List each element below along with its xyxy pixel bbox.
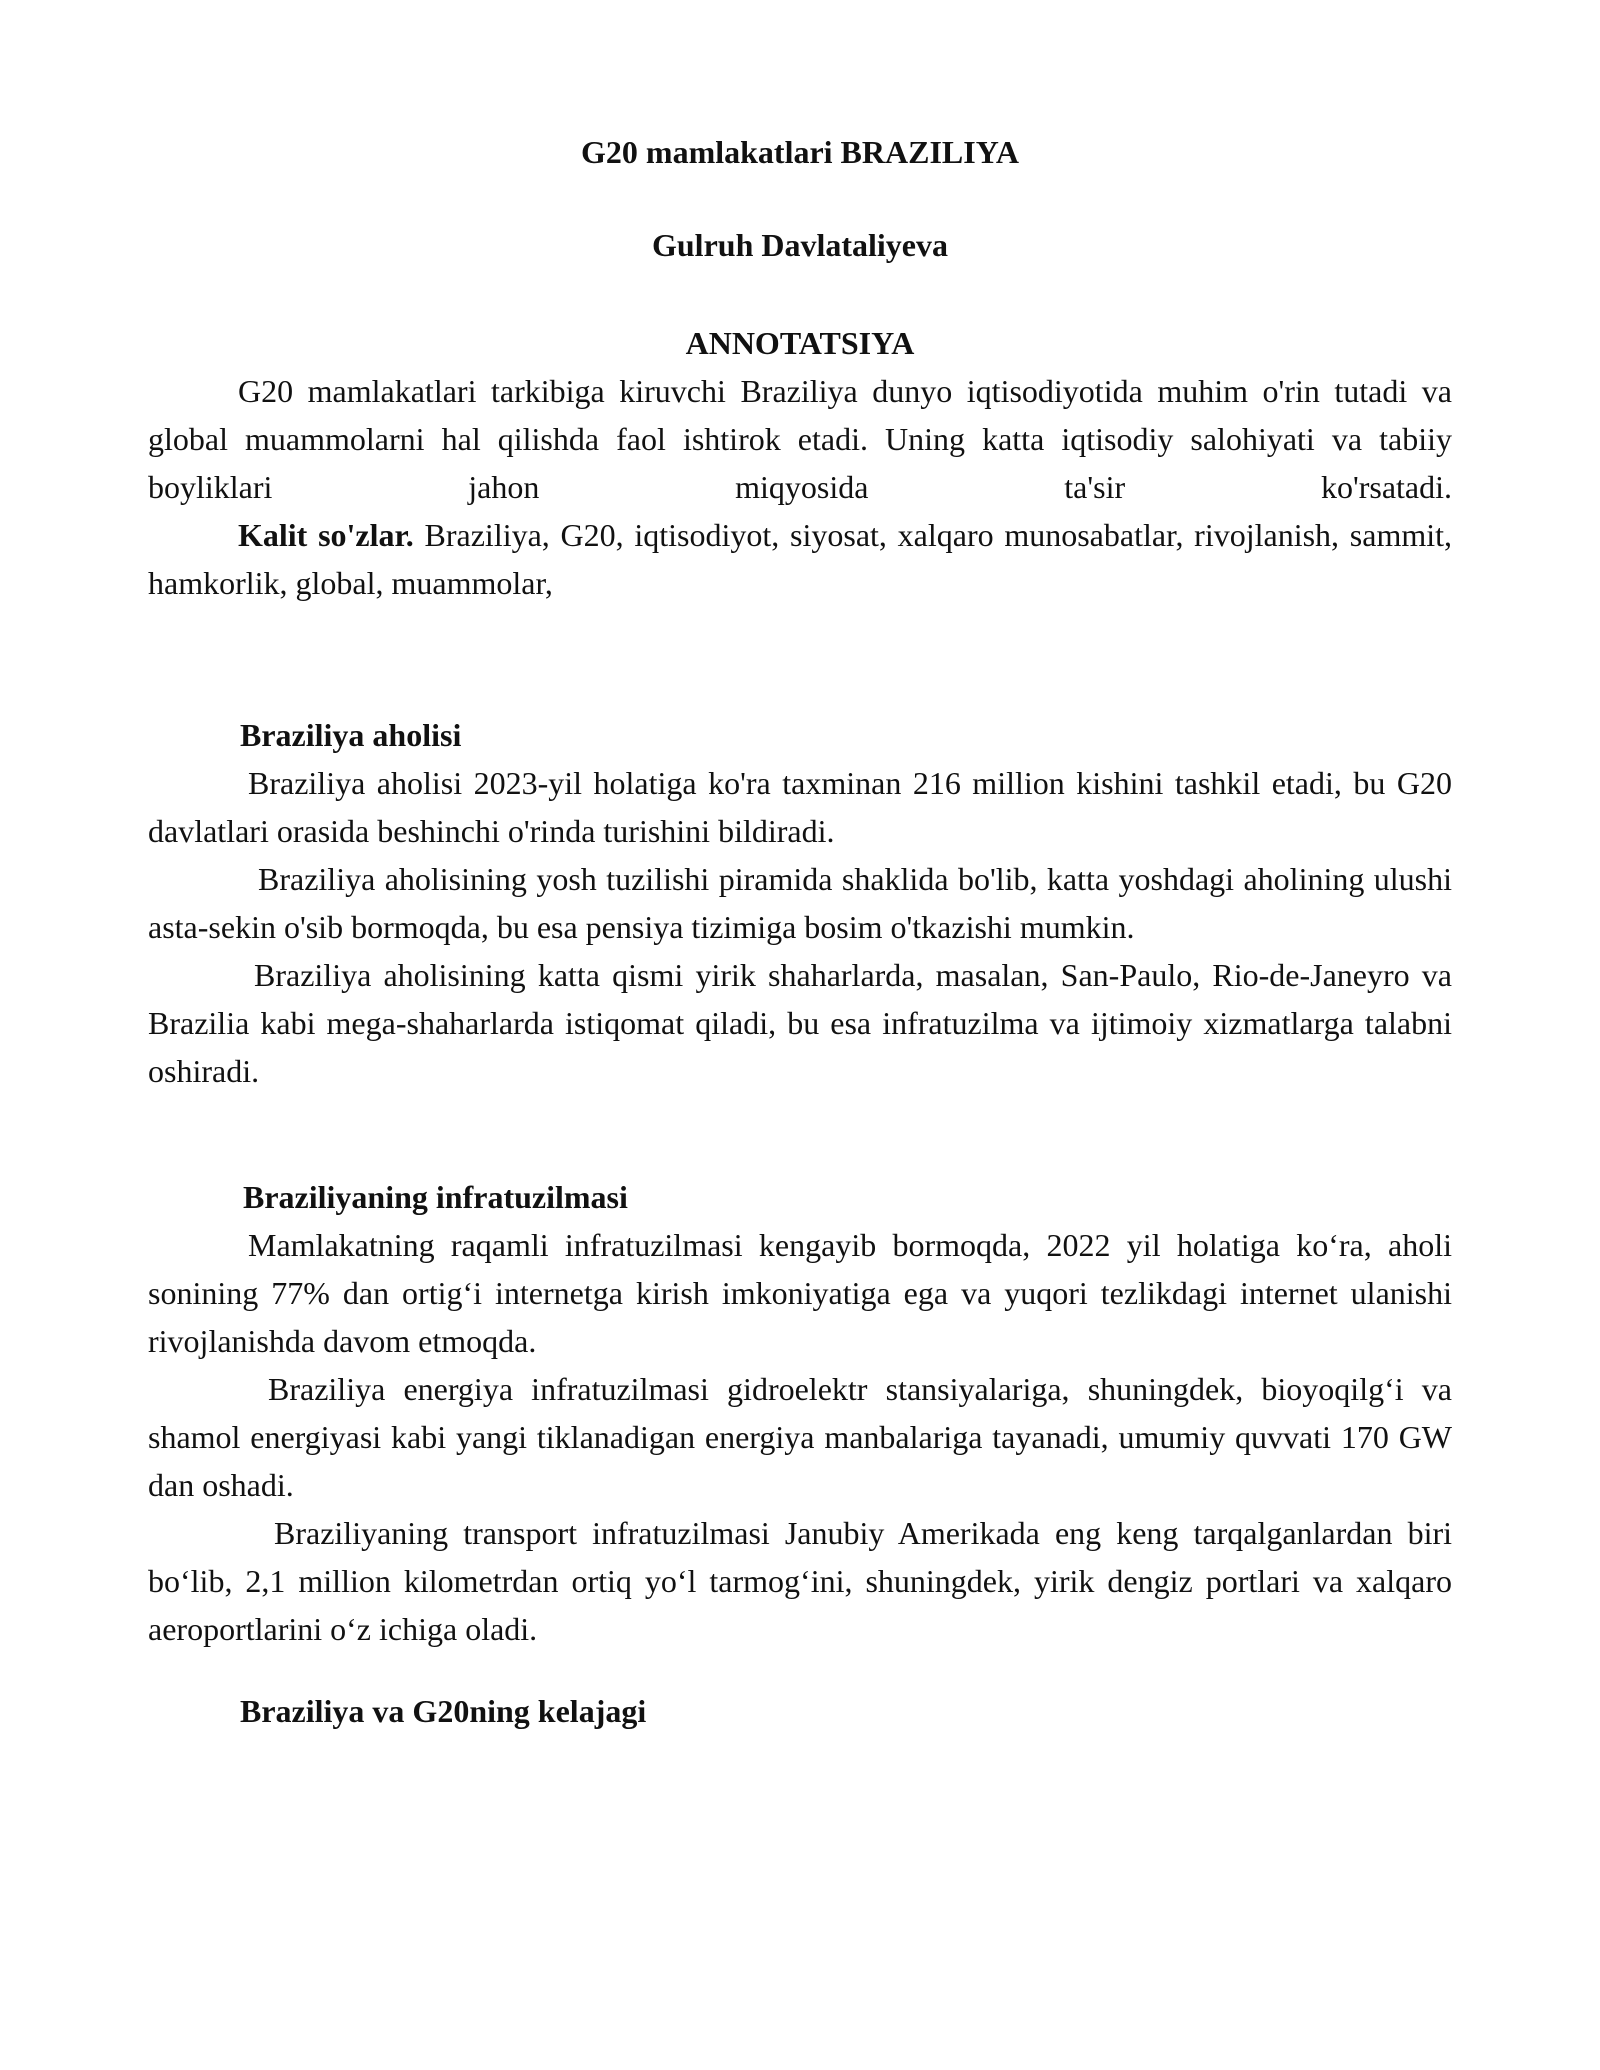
population-paragraph-2: Braziliya aholisining yosh tuzilishi piramida shaklida bo'lib, katta yoshdagi aholining ulushi asta-sekin o'sib bormoqda, bu esa pensiya tizimiga bosim o'tkazishi mumkin. (148, 861, 1452, 945)
infrastructure-paragraph-1: Mamlakatning raqamli infratuzilmasi kengayib bormoqda, 2022 yil holatiga koʻra, aholi sonining 77% dan ortigʻi internetga kirish imkoniyatiga ega va yuqori tezlikdagi internet ulanishi rivojlanishda davom etmoqda. (148, 1227, 1452, 1359)
annotation-heading: ANNOTATSIYA (685, 325, 915, 361)
section-heading-population: Braziliya aholisi (240, 717, 462, 753)
section-heading-future: Braziliya va G20ning kelajagi (240, 1693, 647, 1729)
infrastructure-paragraph-3: Braziliyaning transport infratuzilmasi Janubiy Amerikada eng keng tarqalganlardan biri boʻlib, 2,1 million kilometrdan ortiq yoʻl tarmogʻini, shuningdek, yirik dengiz portlari va xalqaro aeroportlarini oʻz ichiga oladi. (148, 1515, 1452, 1647)
keywords-label: Kalit so'zlar. (238, 517, 414, 553)
section-heading-infrastructure: Braziliyaning infratuzilmasi (243, 1179, 628, 1215)
population-paragraph-1: Braziliya aholisi 2023-yil holatiga ko'ra taxminan 216 million kishini tashkil etadi, bu G20 davlatlari orasida beshinchi o'rinda turishini bildiradi. (148, 765, 1452, 849)
keywords-text: Braziliya, G20, iqtisodiyot, siyosat, xalqaro munosabatlar, rivojlanish, sammit, hamkorlik, global, muammolar, (148, 517, 1453, 601)
document-title: G20 mamlakatlari BRAZILIYA (581, 134, 1019, 170)
population-paragraph-3: Braziliya aholisining katta qismi yirik shaharlarda, masalan, San-Paulo, Rio-de-Janeyro va Brazilia kabi mega-shaharlarda istiqomat qiladi, bu esa infratuzilma va ijtimoiy xizmatlarga talabni oshiradi. (148, 957, 1452, 1089)
author-name: Gulruh Davlataliyeva (651, 227, 948, 263)
annotation-text: G20 mamlakatlari tarkibiga kiruvchi Braziliya dunyo iqtisodiyotida muhim o'rin tutadi va global muammolarni hal qilishda faol ishtirok etadi. Uning katta iqtisodiy salohiyati va tabiiy boyliklari jahon miqyosida ta'sir ko'rsatadi. (148, 373, 1452, 505)
infrastructure-paragraph-2: Braziliya energiya infratuzilmasi gidroelektr stansiyalariga, shuningdek, bioyoqilgʻi va shamol energiyasi kabi yangi tiklanadigan energiya manbalariga tayanadi, umumiy quvvati 170 GW dan oshadi. (148, 1371, 1452, 1503)
keywords-paragraph (148, 511, 1452, 607)
